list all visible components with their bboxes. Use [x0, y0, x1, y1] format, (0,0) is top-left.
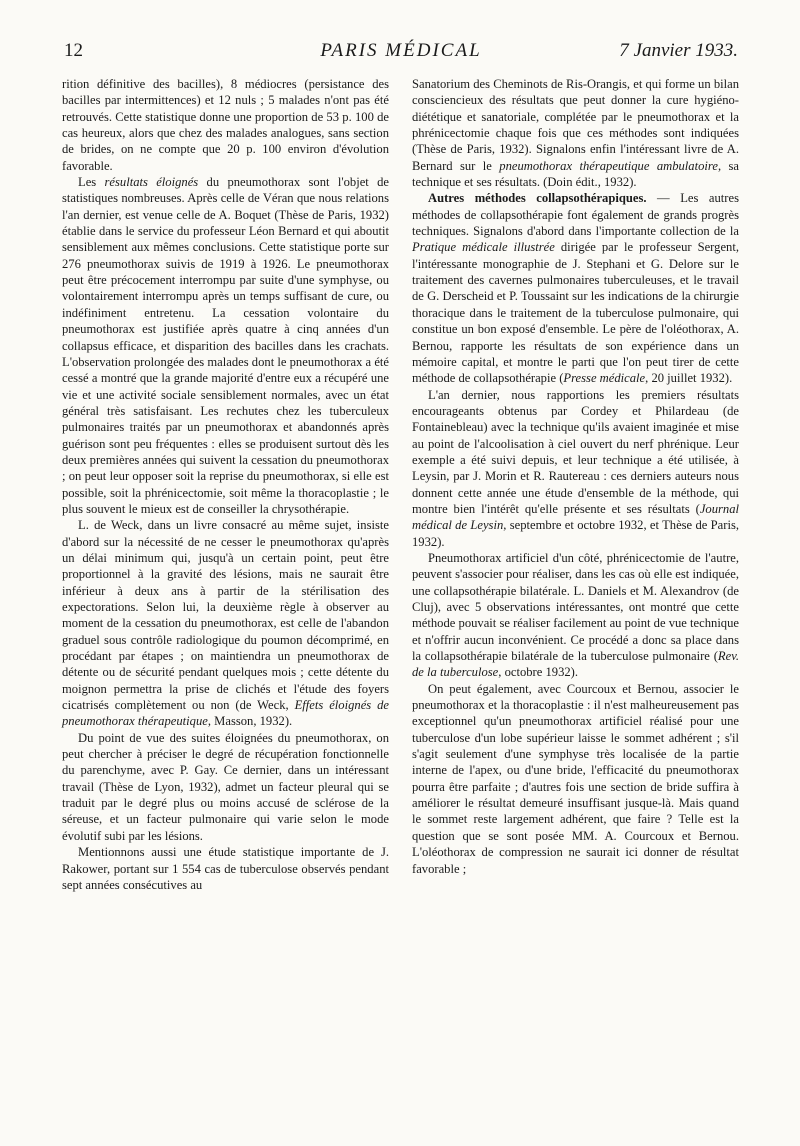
page-number: 12: [64, 40, 83, 61]
left-p3-lead: L. de Weck, dans un livre consacré au même sujet, insiste d'abord sur la nécessité de ne cesser le pneumothorax qu'après un délai minimum qui, jusqu'à un certain point, peut être proportionnel à la gravité des lésions, mais ne saurait être inférieur à deux ans à partir de la stérilisation des expectorations. Selon lui, la deuxième règle à observer au moment de la cessation du pneumothorax, est celle de l'abandon graduel sous contrôle radiologique du poumon décomprimé, en procédant par étapes ; on maintiendra un pneumothorax de détente ou de sécurité pendant quelques mois ; cette détente du moignon permettra la prise de clichés et l'étude des foyers cicatrisés complètement ou non (de Weck,: [62, 518, 389, 713]
right-p2-emphasis-2: Presse médicale: [563, 371, 646, 386]
right-paragraph-3: [412, 387, 739, 550]
right-paragraph-2: [412, 190, 739, 386]
right-p3-lead: L'an dernier, nous rapportions les premiers résultats encourageants obtenus par Cordey et Philardeau (de Fontainebleau) avec la technique qu'ils avaient imaginée et mise au point de l'alcoolisation à ciel ouvert du nerf phrénique. Leur exemple a été suivi depuis, et leur technique a été utilisée, à Leysin, par J. Morin et R. Rautereau : ces derniers auteurs nous donnent cette année une étude d'ensemble de la méthode, qui montre bien l'intérêt qu'elle présente et ses résultats (: [412, 387, 739, 516]
right-column: [412, 76, 739, 877]
right-p4-rest: , octobre 1932).: [498, 665, 579, 680]
left-paragraph-5: Mentionnons aussi une étude statistique importante de J. Rakower, portant sur 1 554 cas de tuberculose observés pendant sept années consécutives au: [62, 845, 389, 892]
left-p2-lead: Les: [78, 175, 105, 190]
section-heading: Autres méthodes collapsothérapiques.: [428, 191, 647, 206]
right-paragraph-4: [412, 550, 739, 681]
right-p4-emphasis: Rev. de la tuberculose: [412, 649, 739, 680]
right-p1-emphasis: pneumothorax thérapeutique ambulatoire: [499, 158, 718, 173]
left-p2-rest: du pneumothorax sont l'objet de statistiques nombreuses. Après celle de Véran que nous relations l'an dernier, est venue celle de A. Boquet (Thèse de Paris, 1932) établie dans le service du professeur Léon Bernard et qui aboutit sensiblement aux mêmes conclusions. Cette statistique porte sur 276 pneumothorax suivis de 1919 à 1926. Le pneumothorax peut être précocement interrompu par suite d'une symphyse, ou volontairement interrompu après un temps suffisant de cure, ou indéfiniment entretenu. La cessation volontaire du pneumothorax est justifiée après quatre à cinq années d'un collapsus efficace, et disparition des bacilles dans les crachats. L'observation prolongée des malades dont le pneumothorax a été cessé a montré que la grande majorité d'entre eux a récupéré une vie et une activité sociale sensiblement normales, avec un état général très satisfaisant. Les rechutes chez les tuberculeux pulmonaires traités par un pneumothorax et abandonnés après guérison sont peu fréquentes : elles se produisent surtout dès les deux premières années qui suivent la cessation du pneumothorax ; on peut leur opposer soit la reprise du pneumothorax, si elle est possible, soit la phrénicectomie, soit même la thoracoplastie ; le plus souvent le mieux est de conseiller la chrysothérapie.: [62, 175, 389, 516]
right-paragraph-1: [412, 76, 739, 190]
right-p2-mid: dirigée par le professeur Sergent, l'intéressante monographie de J. Stephani et G. Delore sur le traitement des cavernes pulmonaires tuberculeuses, et le travail de G. Derscheid et P. Toussaint sur les indications de la chirurgie thoracique dans le traitement de la tuberculose pulmonaire, qui constitue un bon exposé d'ensemble. Le père de l'oléothorax, A. Bernou, rapporte les résultats de son expérience dans un mémoire capital, et montre le parti que l'on peut tirer de cette méthode de collapsothérapie (: [412, 240, 739, 386]
left-paragraph-3: [62, 517, 389, 729]
right-p1-rest: , sa technique et ses résultats. (Doin édit., 1932).: [412, 158, 739, 190]
right-p1-lead: Sanatorium des Cheminots de Ris-Orangis, et qui forme un bilan consciencieux des résultats que peut donner la cure hygiéno-diététique et sanatoriale, complétée par le pneumothorax et la phrénicectomie chaque fois que ces méthodes sont indiquées (Thèse de Paris, 1932). Signalons enfin l'intéressant livre de A. Bernard sur le: [412, 77, 739, 173]
journal-title: PARIS MÉDICAL: [320, 40, 482, 61]
right-paragraph-5: On peut également, avec Courcoux et Bernou, associer le pneumothorax et la thoracoplastie : il n'est malheureusement pas exceptionnel qu'un pneumothorax artificiel réalisé pour une tuberculose d'un lobe supérieur laisse le sommet adhérent ; s'il s'agit seulement d'une symphyse très localisée de la partie interne de l'apex, ou d'une bride, l'efficacité du pneumothorax pourra être parfaite ; d'autres fois une section de bride suffira à améliorer le résultat demeuré insuffisant jusque-là. Mais quand le sommet reste largement adhérent, que faire ? Telle est la question que se sont posée MM. A. Courcoux et Bernou. L'oléothorax de compression ne saurait ici donner de résultat favorable ;: [412, 681, 739, 876]
left-paragraph-2: [62, 174, 389, 517]
right-p2-lead: — Les autres méthodes de collapsothérapie font également de grands progrès techniques. Signalons d'abord dans l'importante collection de la: [412, 191, 739, 239]
left-p2-emphasis: résultats éloignés: [104, 175, 199, 190]
right-p3-emphasis: Journal médical de Leysin: [412, 501, 739, 533]
left-column: [62, 76, 389, 893]
left-paragraph-4: Du point de vue des suites éloignées du pneumothorax, on peut chercher à préciser le degré de récupération fonctionnelle du parenchyme, avec P. Gay. Ce dernier, dans un intéressant travail (Thèse de Lyon, 1932), admet un facteur pleural qui se traduit par le degré plus ou moins accusé de sclérose de la séreuse, et un facteur pulmonaire qui varie selon le mode évolutif subi par les lésions.: [62, 730, 389, 843]
left-p3-emphasis: Effets éloignés de pneumothorax thérapeutique: [62, 698, 390, 729]
left-paragraph-1: rition définitive des bacilles), 8 médiocres (persistance des bacilles par intermittences) et 12 nuls ; 5 malades n'ont pas été retrouvés. Cette statistique donne une proportion de 53 p. 100 de cas heureux, alors que chez des malades analogues, sans section de brides, on ne compte que 20 p. 100 environ d'évolution favorable.: [62, 77, 389, 173]
left-p3-rest: , Masson, 1932).: [207, 714, 293, 729]
right-p4-lead: Pneumothorax artificiel d'un côté, phrénicectomie de l'autre, peuvent s'associer pour réaliser, dans les cas où elle est indiquée, une collapsothérapie bilatérale. L. Daniels et M. Alexandrov (de Cluj), avec 5 observations intéressantes, ont montré que cette méthode pouvait se réaliser facilement au point de vue technique et n'offrir aucun inconvénient. Ce procédé a donc sa place dans la collapsothérapie bilatérale de la tuberculose pulmonaire (: [412, 550, 739, 664]
page-header: [64, 40, 738, 70]
right-p3-rest: , septembre et octobre 1932, et Thèse de Paris, 1932).: [412, 518, 739, 549]
issue-date: 7 Janvier 1933.: [619, 40, 738, 61]
right-p2-emphasis-1: Pratique médicale illustrée: [412, 240, 555, 255]
right-p2-rest: , 20 juillet 1932).: [645, 371, 733, 386]
